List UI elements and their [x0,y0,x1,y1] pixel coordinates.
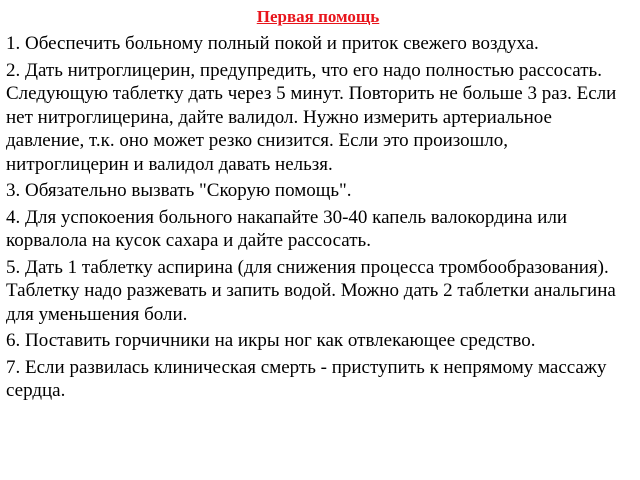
list-item: 1. Обеспечить больному полный покой и приток свежего воздуха. [6,33,539,54]
list-item: 2. Дать нитроглицерин, предупредить, что его надо полностью рассосать. Следующую таблетку дать через 5 минут. Повторить не больше 3 раз. Если нет нитроглицерина, дайте валидол. Нужно измерить артериальное давление, т.к. оно может резко снизится. Если это произошло, нитроглицерин и валидол давать нельзя. [6,59,617,175]
list-item: 3. Обязательно вызвать "Скорую помощь". [6,180,352,201]
list-item: 6. Поставить горчичники на икры ног как отвлекающее средство. [6,330,536,351]
list-item: 7. Если развилась клиническая смерть - приступить к непрямому массажу сердца. [6,356,607,401]
instructions-list [6,32,630,403]
document-title: Первая помощь [256,7,380,26]
list-item: 5. Дать 1 таблетку аспирина (для снижения процесса тромбообразования). Таблетку надо разжевать и запить водой. Можно дать 2 таблетки анальгина для уменьшения боли. [6,256,616,325]
list-item: 4. Для успокоения больного накапайте 30-40 капель валокордина или корвалола на кусок сахара и дайте рассосать. [6,206,568,251]
